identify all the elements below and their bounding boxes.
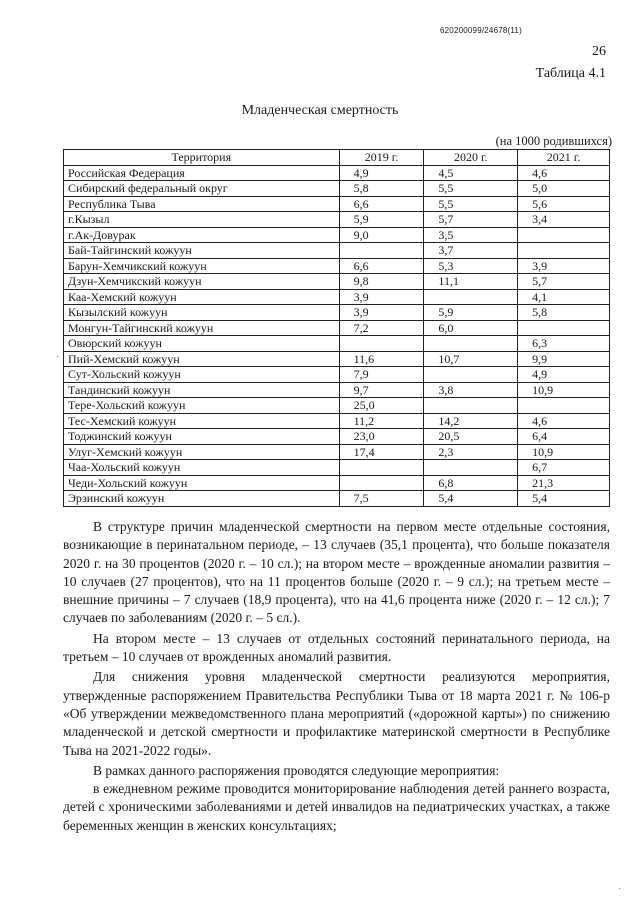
table-row bbox=[64, 165, 610, 181]
value-cell: 6,6 bbox=[339, 196, 424, 212]
value-cell: 5,7 bbox=[518, 274, 610, 290]
value-cell bbox=[518, 227, 610, 243]
territory-cell: Чаа-Хольский кожуун bbox=[64, 460, 340, 476]
value-cell: 5,5 bbox=[424, 181, 518, 197]
value-cell: 20,5 bbox=[424, 429, 518, 445]
table-row bbox=[64, 243, 610, 259]
territory-cell: Улуг-Хемский кожуун bbox=[64, 444, 340, 460]
territory-cell: г.Ак-Довурак bbox=[64, 227, 340, 243]
value-cell bbox=[518, 243, 610, 259]
value-cell bbox=[424, 367, 518, 383]
value-cell bbox=[339, 475, 424, 491]
value-cell: 9,9 bbox=[518, 351, 610, 367]
value-cell: 2,3 bbox=[424, 444, 518, 460]
table-row bbox=[64, 274, 610, 290]
value-cell: 3,4 bbox=[518, 212, 610, 228]
table-row bbox=[64, 289, 610, 305]
value-cell: 4,9 bbox=[518, 367, 610, 383]
value-cell bbox=[518, 320, 610, 336]
value-cell: 6,4 bbox=[518, 429, 610, 445]
table-row bbox=[64, 429, 610, 445]
value-cell: 5,6 bbox=[518, 196, 610, 212]
table-row bbox=[64, 336, 610, 352]
scan-speck: · bbox=[618, 884, 622, 895]
value-cell bbox=[424, 460, 518, 476]
value-cell: 5,3 bbox=[424, 258, 518, 274]
value-cell: 17,4 bbox=[339, 444, 424, 460]
value-cell: 5,9 bbox=[424, 305, 518, 321]
table-row bbox=[64, 398, 610, 414]
value-cell: 7,9 bbox=[339, 367, 424, 383]
column-header-territory: Территория bbox=[64, 150, 340, 166]
value-cell: 3,5 bbox=[424, 227, 518, 243]
value-cell: 5,4 bbox=[518, 491, 610, 507]
value-cell bbox=[339, 460, 424, 476]
value-cell: 5,8 bbox=[339, 181, 424, 197]
paragraph: в ежедневном режиме проводится мониторирование наблюдения детей раннего возраста, детей с хроническими заболеваниями и детей инвалидов на педиатрических участках, а также беременных женщин в женских консультациях; bbox=[63, 781, 610, 833]
value-cell: 7,2 bbox=[339, 320, 424, 336]
value-cell: 4,1 bbox=[518, 289, 610, 305]
value-cell: 23,0 bbox=[339, 429, 424, 445]
paragraph: На втором месте – 13 случаев от отдельных состояний перинатального периода, на третьем – 10 случаев от врожденных аномалий развития. bbox=[63, 630, 610, 665]
territory-cell: Чеди-Хольский кожуун bbox=[64, 475, 340, 491]
value-cell: 14,2 bbox=[424, 413, 518, 429]
territory-cell: Сут-Хольский кожуун bbox=[64, 367, 340, 383]
territory-cell: Барун-Хемчикский кожуун bbox=[64, 258, 340, 274]
territory-cell: Пий-Хемский кожуун bbox=[64, 351, 340, 367]
value-cell: 11,2 bbox=[339, 413, 424, 429]
value-cell bbox=[424, 336, 518, 352]
territory-cell: Эрзинский кожуун bbox=[64, 491, 340, 507]
value-cell: 11,1 bbox=[424, 274, 518, 290]
value-cell: 3,7 bbox=[424, 243, 518, 259]
territory-cell: г.Кызыл bbox=[64, 212, 340, 228]
mortality-table bbox=[63, 149, 610, 507]
territory-cell: Бай-Тайгинский кожуун bbox=[64, 243, 340, 259]
table-row bbox=[64, 444, 610, 460]
value-cell: 6,0 bbox=[424, 320, 518, 336]
territory-cell: Сибирский федеральный округ bbox=[64, 181, 340, 197]
value-cell: 9,8 bbox=[339, 274, 424, 290]
territory-cell: Каа-Хемский кожуун bbox=[64, 289, 340, 305]
value-cell bbox=[339, 336, 424, 352]
territory-cell: Монгун-Тайгинский кожуун bbox=[64, 320, 340, 336]
value-cell: 10,9 bbox=[518, 444, 610, 460]
scan-speck: · bbox=[56, 352, 60, 363]
paragraph: Для снижения уровня младенческой смертности реализуются мероприятия, утвержденные распоряжением Правительства Республики Тыва от 18 марта 2021 г. № 106-р «Об утверждении межведомственного плана мероприятий («дорожной карты») по снижению младенческой и детской смертности и профилактике материнской смертности в Республике Тыва на 2021-2022 годы». bbox=[63, 669, 610, 758]
value-cell: 6,7 bbox=[518, 460, 610, 476]
table-row bbox=[64, 320, 610, 336]
table-title: Младенческая смертность bbox=[241, 103, 399, 118]
value-cell: 5,9 bbox=[339, 212, 424, 228]
value-cell: 5,7 bbox=[424, 212, 518, 228]
value-cell: 6,3 bbox=[518, 336, 610, 352]
territory-cell: Тес-Хемский кожуун bbox=[64, 413, 340, 429]
body-text bbox=[63, 518, 610, 835]
value-cell: 7,5 bbox=[339, 491, 424, 507]
table-row bbox=[64, 305, 610, 321]
value-cell: 6,6 bbox=[339, 258, 424, 274]
table-row bbox=[64, 367, 610, 383]
territory-cell: Дзун-Хемчикский кожуун bbox=[64, 274, 340, 290]
territory-cell: Тере-Хольский кожуун bbox=[64, 398, 340, 414]
column-header-2019: 2019 г. bbox=[339, 150, 424, 166]
value-cell bbox=[424, 289, 518, 305]
document-id: 620200099/24678(11) bbox=[440, 26, 522, 35]
value-cell bbox=[518, 398, 610, 414]
unit-note: (на 1000 родившихся) bbox=[495, 134, 612, 148]
table-row bbox=[64, 382, 610, 398]
table-row bbox=[64, 491, 610, 507]
value-cell: 4,5 bbox=[424, 165, 518, 181]
table-body bbox=[64, 165, 610, 506]
value-cell: 11,6 bbox=[339, 351, 424, 367]
value-cell: 9,0 bbox=[339, 227, 424, 243]
value-cell: 4,9 bbox=[339, 165, 424, 181]
value-cell: 3,9 bbox=[339, 305, 424, 321]
value-cell: 9,7 bbox=[339, 382, 424, 398]
value-cell: 5,8 bbox=[518, 305, 610, 321]
territory-cell: Российская Федерация bbox=[64, 165, 340, 181]
territory-cell: Овюрский кожуун bbox=[64, 336, 340, 352]
table-row bbox=[64, 258, 610, 274]
territory-cell: Кызылский кожуун bbox=[64, 305, 340, 321]
value-cell: 3,9 bbox=[339, 289, 424, 305]
territory-cell: Тандинский кожуун bbox=[64, 382, 340, 398]
table-header-row bbox=[64, 150, 610, 166]
value-cell bbox=[424, 398, 518, 414]
paragraph: В структуре причин младенческой смертности на первом месте отдельные состояния, возникающие в перинатальном периоде, – 13 случаев (35,1 процента), что больше показателя 2020 г. на 30 процентов (2020 г. – 10 сл.); на втором месте – врожденные аномалии развития – 10 случаев (27 процентов), что на 11 процентов больше (2020 г. – 9 сл.); на третьем месте – внешние причины – 7 случаев (18,9 процента), что на 41,6 процента ниже (2020 г. – 12 сл.); 7 случаев по заболеваниям (2020 г. – 5 сл.). bbox=[63, 519, 610, 626]
table-row bbox=[64, 351, 610, 367]
table-row bbox=[64, 181, 610, 197]
value-cell: 25,0 bbox=[339, 398, 424, 414]
column-header-2021: 2021 г. bbox=[518, 150, 610, 166]
value-cell: 5,4 bbox=[424, 491, 518, 507]
territory-cell: Тоджинский кожуун bbox=[64, 429, 340, 445]
table-row bbox=[64, 227, 610, 243]
table-row bbox=[64, 196, 610, 212]
table-row bbox=[64, 460, 610, 476]
value-cell: 10,7 bbox=[424, 351, 518, 367]
value-cell: 4,6 bbox=[518, 413, 610, 429]
value-cell: 3,8 bbox=[424, 382, 518, 398]
value-cell: 10,9 bbox=[518, 382, 610, 398]
value-cell: 5,5 bbox=[424, 196, 518, 212]
table-row bbox=[64, 212, 610, 228]
table-label: Таблица 4.1 bbox=[535, 66, 606, 81]
paragraph: В рамках данного распоряжения проводятся следующие мероприятия: bbox=[93, 762, 500, 778]
value-cell: 4,6 bbox=[518, 165, 610, 181]
value-cell: 5,0 bbox=[518, 181, 610, 197]
column-header-2020: 2020 г. bbox=[424, 150, 518, 166]
table-row bbox=[64, 413, 610, 429]
value-cell: 3,9 bbox=[518, 258, 610, 274]
value-cell: 21,3 bbox=[518, 475, 610, 491]
value-cell: 6,8 bbox=[424, 475, 518, 491]
value-cell bbox=[339, 243, 424, 259]
page-number: 26 bbox=[592, 44, 606, 59]
territory-cell: Республика Тыва bbox=[64, 196, 340, 212]
table-row bbox=[64, 475, 610, 491]
